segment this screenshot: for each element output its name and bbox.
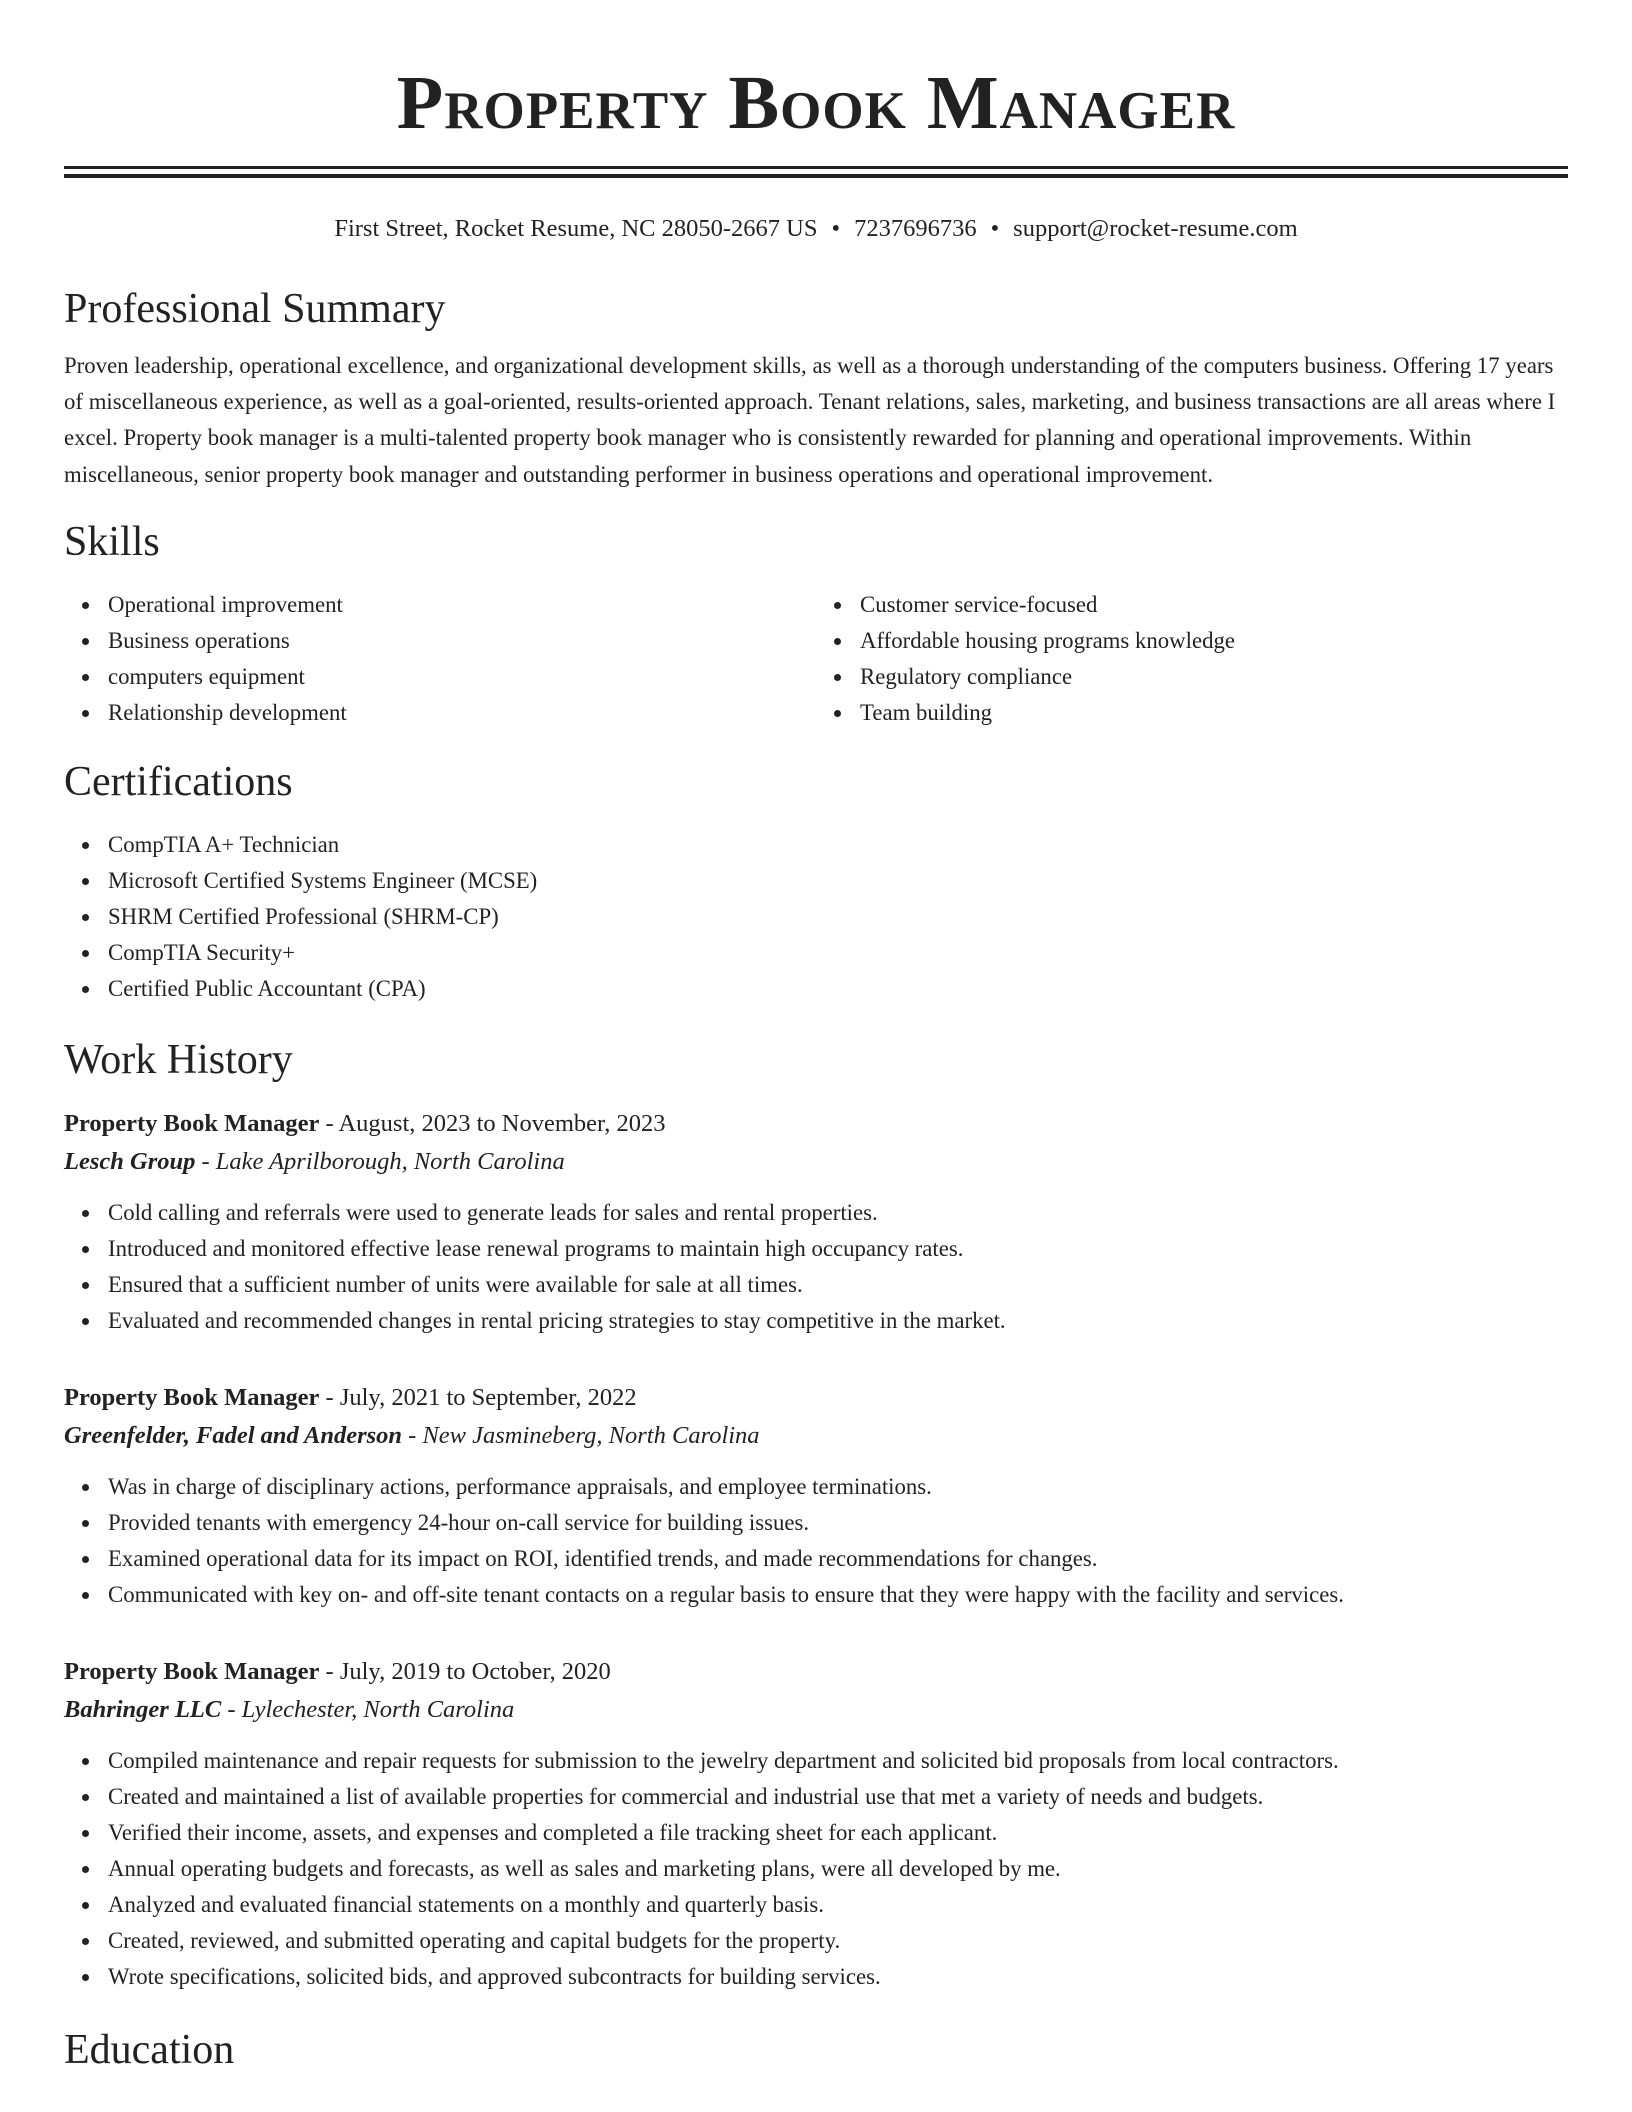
job-location: Lake Aprilborough, North Carolina [215,1147,565,1175]
job-title-line: Property Book Manager - July, 2019 to October, 2020 [64,1657,611,1685]
skill-item: Team building [860,695,1568,731]
skill-item: Regulatory compliance [860,659,1568,695]
summary-heading: Professional Summary [64,286,446,332]
summary-text: Proven leadership, operational excellence, and organizational development skills, as well as a thorough understanding of the computers business. Offering 17 years of miscellaneous experience, as well as a goal-oriented, results-oriented approach. Tenant relations, sales, marketing, and business transactions are all areas where I excel. Property book manager is a multi-talented property book manager who is consistently rewarded for planning and operational improvements. Within miscellaneous, senior property book manager and outstanding performer in business operations and operational improvement. [64,353,1556,487]
job-bullet: Examined operational data for its impact on ROI, identified trends, and made recommendations for changes. [108,1541,1568,1577]
job-title: Property Book Manager [64,1657,320,1685]
job-dates: July, 2021 to September, 2022 [339,1383,637,1411]
job-dates: August, 2023 to November, 2023 [338,1109,666,1137]
job-bullet: Evaluated and recommended changes in rental pricing strategies to stay competitive in the market. [108,1303,1568,1339]
certifications-heading: Certifications [64,758,293,805]
job-company-line: Greenfelder, Fadel and Anderson - New Jasmineberg, North Carolina [64,1421,760,1449]
job-bullet: Communicated with key on- and off-site tenant contacts on a regular basis to ensure that they were happy with the facility and services. [108,1577,1568,1613]
job-title-line: Property Book Manager - July, 2021 to September, 2022 [64,1383,637,1411]
resume-page [64,0,1568,2075]
skill-item: computers equipment [108,659,816,695]
job-title: Property Book Manager [64,1109,320,1137]
job-title-line: Property Book Manager - August, 2023 to November, 2023 [64,1109,666,1137]
job-bullet: Provided tenants with emergency 24-hour on-call service for building issues. [108,1505,1568,1541]
job-bullet: Compiled maintenance and repair requests for submission to the jewelry department and solicited bid proposals from local contractors. [108,1743,1568,1779]
job-bullet: Created and maintained a list of available properties for commercial and industrial use that met a variety of needs and budgets. [108,1779,1568,1815]
job-location: New Jasmineberg, North Carolina [422,1421,760,1449]
skill-item: Affordable housing programs knowledge [860,623,1568,659]
job-bullet: Annual operating budgets and forecasts, as well as sales and marketing plans, were all developed by me. [108,1851,1568,1887]
contact-phone: 7237696736 [854,215,977,242]
job-entry [64,1105,1568,1339]
skill-item: Business operations [108,623,816,659]
contact-separator: • [990,215,1000,242]
job-company: Bahringer LLC [64,1695,222,1723]
certification-item: CompTIA A+ Technician [108,827,1568,863]
skill-item: Operational improvement [108,587,816,623]
job-entry [64,1379,1568,1613]
contact-email: support@rocket-resume.com [1013,215,1298,242]
job-entry [64,1653,1568,1995]
job-bullet: Was in charge of disciplinary actions, performance appraisals, and employee terminations. [108,1469,1568,1505]
certification-item: SHRM Certified Professional (SHRM-CP) [108,899,1568,935]
job-bullet: Verified their income, assets, and expenses and completed a file tracking sheet for each applicant. [108,1815,1568,1851]
job-bullet: Cold calling and referrals were used to generate leads for sales and rental properties. [108,1195,1568,1231]
job-company: Lesch Group [64,1147,196,1175]
job-company-line: Bahringer LLC - Lylechester, North Carolina [64,1695,515,1723]
job-bullets [64,1743,1568,1995]
job-dates: July, 2019 to October, 2020 [339,1657,611,1685]
education-heading: Education [64,2026,235,2073]
contact-address: First Street, Rocket Resume, NC 28050-2667 US [334,215,818,242]
job-bullet: Introduced and monitored effective lease renewal programs to maintain high occupancy rates. [108,1231,1568,1267]
job-bullet: Wrote specifications, solicited bids, and approved subcontracts for building services. [108,1959,1568,1995]
job-location: Lylechester, North Carolina [241,1695,515,1723]
job-bullet: Ensured that a sufficient number of units were available for sale at all times. [108,1267,1568,1303]
skill-item: Relationship development [108,695,816,731]
resume-name: Property Book Manager [396,61,1236,145]
skills-list-right [816,587,1568,731]
skill-item: Customer service-focused [860,587,1568,623]
skills-heading: Skills [64,518,160,565]
skills-columns [64,587,1568,731]
certification-item: Certified Public Accountant (CPA) [108,971,1568,1007]
contact-separator: • [831,215,841,242]
job-bullet: Analyzed and evaluated financial statements on a monthly and quarterly basis. [108,1887,1568,1923]
job-company: Greenfelder, Fadel and Anderson [64,1421,403,1449]
work-history-heading: Work History [64,1036,293,1083]
certification-item: Microsoft Certified Systems Engineer (MCSE) [108,863,1568,899]
header-divider-top [64,166,1568,169]
job-bullets [64,1469,1568,1613]
header-divider-bottom [64,174,1568,178]
job-title: Property Book Manager [64,1383,320,1411]
job-bullets [64,1195,1568,1339]
contact-line [64,214,1568,244]
certifications-list [64,827,1568,1007]
certification-item: CompTIA Security+ [108,935,1568,971]
job-bullet: Created, reviewed, and submitted operating and capital budgets for the property. [108,1923,1568,1959]
job-company-line: Lesch Group - Lake Aprilborough, North Carolina [64,1147,565,1175]
skills-list-left [64,587,816,731]
